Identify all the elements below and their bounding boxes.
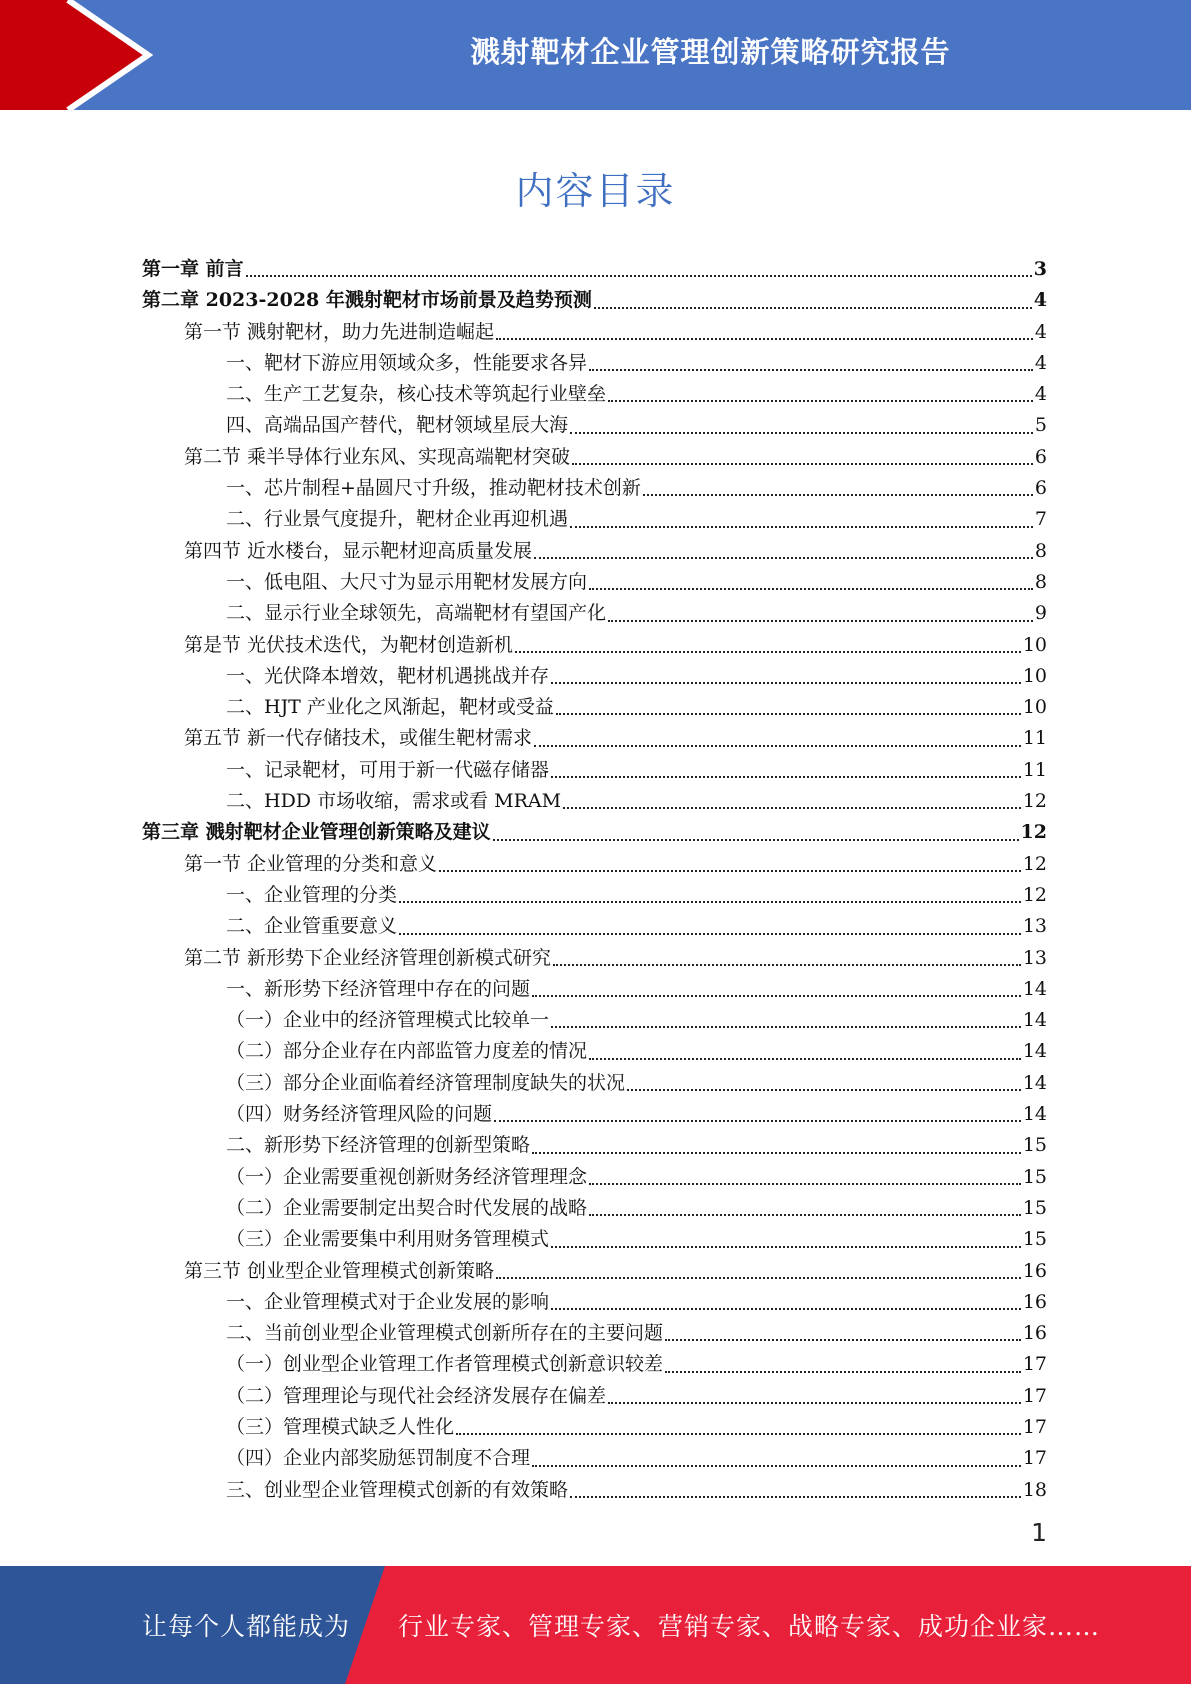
toc-entry[interactable] [142,1318,1047,1349]
toc-leader-dots [399,932,1021,935]
toc-entry-page: 10 [1022,633,1047,656]
footer-slogan-right: 行业专家、管理专家、营销专家、战略专家、成功企业家…… [398,1612,1101,1641]
toc-entry-page: 15 [1022,1228,1047,1251]
toc-entry[interactable] [142,410,1047,441]
toc-entry[interactable] [142,1193,1047,1224]
toc-leader-dots [570,1495,1021,1498]
toc-entry-label: 一、企业管理模式对于企业发展的影响 [226,1290,550,1313]
toc-entry[interactable] [142,1130,1047,1161]
toc-entry-label: 第一节 溅射靶材，助力先进制造崛起 [184,320,495,343]
toc-entry-page: 8 [1034,570,1047,593]
toc-entry-page: 7 [1034,508,1047,531]
toc-leader-dots [608,619,1033,622]
toc-entry-page: 14 [1022,1009,1047,1032]
toc-entry[interactable] [142,661,1047,692]
toc-entry-page: 4 [1034,383,1047,406]
toc-leader-dots [532,1464,1021,1467]
toc-entry-page: 12 [1022,852,1047,875]
toc-entry-label: 二、HJT 产业化之风渐起，靶材或受益 [226,696,554,719]
toc-entry-page: 4 [1034,320,1047,343]
toc-entry[interactable] [142,692,1047,723]
toc-entry-page: 5 [1034,414,1047,437]
toc-entry-label: 第一节 企业管理的分类和意义 [184,852,438,875]
toc-leader-dots [494,1119,1021,1122]
footer-banner [0,1566,1191,1684]
toc-leader-dots [643,493,1033,496]
toc-entry[interactable] [142,1381,1047,1412]
toc-entry-page: 8 [1034,539,1047,562]
toc-entry-label: 一、记录靶材，可用于新一代磁存储器 [226,758,550,781]
toc-entry[interactable] [142,536,1047,567]
toc-entry[interactable] [142,1287,1047,1318]
toc-entry-page: 14 [1022,1040,1047,1063]
toc-entry[interactable] [142,1036,1047,1067]
toc-entry-label: （三）管理模式缺乏人性化 [226,1415,455,1438]
toc-leader-dots [551,681,1021,684]
toc-entry[interactable] [142,1068,1047,1099]
header-banner [0,0,1191,110]
toc-entry-page: 14 [1022,1103,1047,1126]
toc-leader-dots [551,1025,1021,1028]
toc-entry-page: 12 [1022,883,1047,906]
toc-entry[interactable] [142,317,1047,348]
toc-leader-dots [665,1338,1021,1341]
toc-entry-page: 4 [1034,351,1047,374]
toc-leader-dots [534,744,1021,747]
toc-entry-label: （四）财务经济管理风险的问题 [226,1103,493,1126]
toc-entry[interactable] [142,1349,1047,1380]
toc-leader-dots [551,775,1021,778]
toc-entry-page: 16 [1022,1322,1047,1345]
toc-entry[interactable] [142,567,1047,598]
toc-leader-dots [665,1370,1021,1373]
toc-entry-page: 6 [1034,445,1047,468]
toc-entry[interactable] [142,1099,1047,1130]
toc-entry-page: 10 [1022,664,1047,687]
toc-entry[interactable] [142,817,1047,848]
toc-entry[interactable] [142,379,1047,410]
toc-entry-label: 第二章 2023-2028 年溅射靶材市场前景及趋势预测 [142,289,592,312]
table-of-contents [142,254,1047,1506]
toc-entry-label: 二、生产工艺复杂，核心技术等筑起行业壁垒 [226,383,607,406]
toc-entry-label: 二、当前创业型企业管理模式创新所存在的主要问题 [226,1322,664,1345]
toc-entry-label: （三）企业需要集中利用财务管理模式 [226,1228,550,1251]
toc-entry[interactable] [142,630,1047,661]
toc-entry-label: 二、显示行业全球领先，高端靶材有望国产化 [226,602,607,625]
toc-leader-dots [589,368,1033,371]
toc-entry-label: 二、企业管重要意义 [226,915,398,938]
toc-entry-label: 第五节 新一代存储技术，或催生靶材需求 [184,727,533,750]
toc-entry[interactable] [142,849,1047,880]
toc-entry-label: 二、HDD 市场收缩，需求或看 MRAM [226,790,562,813]
toc-leader-dots [493,838,1019,841]
toc-title: 内容目录 [515,169,676,213]
toc-entry-label: （三）部分企业面临着经济管理制度缺失的状况 [226,1071,626,1094]
toc-leader-dots [553,963,1021,966]
toc-entry-label: 一、新形势下经济管理中存在的问题 [226,977,531,1000]
toc-entry-page: 15 [1022,1134,1047,1157]
toc-entry-label: 二、新形势下经济管理的创新型策略 [226,1134,531,1157]
toc-entry[interactable] [142,1412,1047,1443]
toc-entry[interactable] [142,786,1047,817]
toc-entry-page: 17 [1022,1353,1047,1376]
toc-entry-page: 14 [1022,1071,1047,1094]
toc-leader-dots [399,900,1021,903]
toc-entry-page: 14 [1022,977,1047,1000]
toc-entry-label: 第一章 前言 [142,258,244,280]
toc-leader-dots [246,274,1032,277]
toc-entry[interactable] [142,880,1047,911]
toc-entry[interactable] [142,1005,1047,1036]
toc-leader-dots [439,869,1021,872]
toc-leader-dots [496,1276,1021,1279]
toc-leader-dots [594,306,1032,309]
toc-leader-dots [534,556,1033,559]
toc-leader-dots [589,1057,1021,1060]
toc-entry-label: 第二节 新形势下企业经济管理创新模式研究 [184,946,552,969]
toc-entry-label: （二）管理理论与现代社会经济发展存在偏差 [226,1384,607,1407]
toc-entry-label: （二）部分企业存在内部监管力度差的情况 [226,1040,588,1063]
toc-entry-label: 一、低电阻、大尺寸为显示用靶材发展方向 [226,570,588,593]
toc-entry-label: 第四节 近水楼台，显示靶材迎高质量发展 [184,539,533,562]
toc-entry[interactable] [142,943,1047,974]
toc-entry-label: （一）企业需要重视创新财务经济管理理念 [226,1165,588,1188]
toc-entry-page: 13 [1022,946,1047,969]
toc-entry[interactable] [142,1475,1047,1506]
toc-entry[interactable] [142,473,1047,504]
toc-entry-label: 三、创业型企业管理模式创新的有效策略 [226,1478,569,1501]
toc-entry[interactable] [142,1256,1047,1287]
toc-entry-page: 15 [1022,1165,1047,1188]
toc-entry-page: 12 [1022,790,1047,813]
toc-entry[interactable] [142,504,1047,535]
toc-leader-dots [496,337,1033,340]
toc-entry-label: 一、光伏降本增效，靶材机遇挑战并存 [226,664,550,687]
toc-entry-page: 18 [1022,1478,1047,1501]
toc-entry-page: 10 [1022,696,1047,719]
toc-leader-dots [515,650,1021,653]
toc-entry[interactable] [142,723,1047,754]
toc-entry[interactable] [142,1443,1047,1474]
toc-entry-label: （四）企业内部奖励惩罚制度不合理 [226,1447,531,1470]
toc-entry-page: 11 [1022,727,1047,750]
toc-entry-label: 二、行业景气度提升，靶材企业再迎机遇 [226,508,569,531]
toc-entry-label: （一）创业型企业管理工作者管理模式创新意识较差 [226,1353,664,1376]
toc-entry[interactable] [142,911,1047,942]
toc-entry-label: 第二节 乘半导体行业东风、实现高端靶材突破 [184,445,571,468]
toc-entry-label: 一、企业管理的分类 [226,883,398,906]
toc-entry[interactable] [142,1162,1047,1193]
toc-leader-dots [589,587,1033,590]
toc-entry-page: 16 [1022,1290,1047,1313]
toc-entry[interactable] [142,1224,1047,1255]
toc-leader-dots [551,1307,1021,1310]
toc-entry-page: 9 [1034,602,1047,625]
toc-leader-dots [570,525,1033,528]
toc-leader-dots [456,1432,1021,1435]
toc-entry-page: 12 [1020,821,1047,844]
toc-entry-label: 一、靶材下游应用领域众多，性能要求各异 [226,351,588,374]
toc-entry-label: 第三章 溅射靶材企业管理创新策略及建议 [142,821,491,844]
toc-entry-label: 第三节 创业型企业管理模式创新策略 [184,1259,495,1282]
toc-leader-dots [608,399,1033,402]
toc-entry-page: 6 [1034,477,1047,500]
toc-entry[interactable] [142,254,1047,285]
page-number: 1 [1031,1518,1047,1547]
toc-leader-dots [532,1151,1021,1154]
toc-leader-dots [589,1213,1021,1216]
header-title: 溅射靶材企业管理创新策略研究报告 [470,34,951,69]
toc-leader-dots [589,1182,1021,1185]
toc-entry[interactable] [142,285,1047,316]
toc-leader-dots [627,1088,1021,1091]
toc-entry-page: 16 [1022,1259,1047,1282]
toc-entry-label: 四、高端品国产替代，靶材领域星辰大海 [226,414,569,437]
toc-entry-page: 4 [1033,289,1047,312]
toc-entry[interactable] [142,598,1047,629]
toc-entry-label: （一）企业中的经济管理模式比较单一 [226,1009,550,1032]
toc-entry-label: （二）企业需要制定出契合时代发展的战略 [226,1196,588,1219]
toc-leader-dots [551,1245,1021,1248]
toc-entry[interactable] [142,974,1047,1005]
toc-leader-dots [572,462,1033,465]
toc-leader-dots [563,806,1021,809]
toc-leader-dots [608,1401,1021,1404]
toc-entry-page: 17 [1022,1415,1047,1438]
toc-leader-dots [532,994,1021,997]
toc-entry-page: 11 [1022,758,1047,781]
footer-slogan-left: 让每个人都能成为 [142,1612,351,1641]
toc-entry-page: 17 [1022,1384,1047,1407]
toc-entry[interactable] [142,755,1047,786]
toc-leader-dots [570,431,1033,434]
toc-entry-label: 第是节 光伏技术迭代，为靶材创造新机 [184,633,514,656]
toc-entry[interactable] [142,348,1047,379]
toc-entry[interactable] [142,442,1047,473]
toc-leader-dots [556,712,1021,715]
toc-entry-label: 一、芯片制程+晶圆尺寸升级，推动靶材技术创新 [226,477,641,500]
toc-entry-page: 3 [1033,258,1047,280]
toc-entry-page: 17 [1022,1447,1047,1470]
toc-entry-page: 15 [1022,1196,1047,1219]
toc-entry-page: 13 [1022,915,1047,938]
